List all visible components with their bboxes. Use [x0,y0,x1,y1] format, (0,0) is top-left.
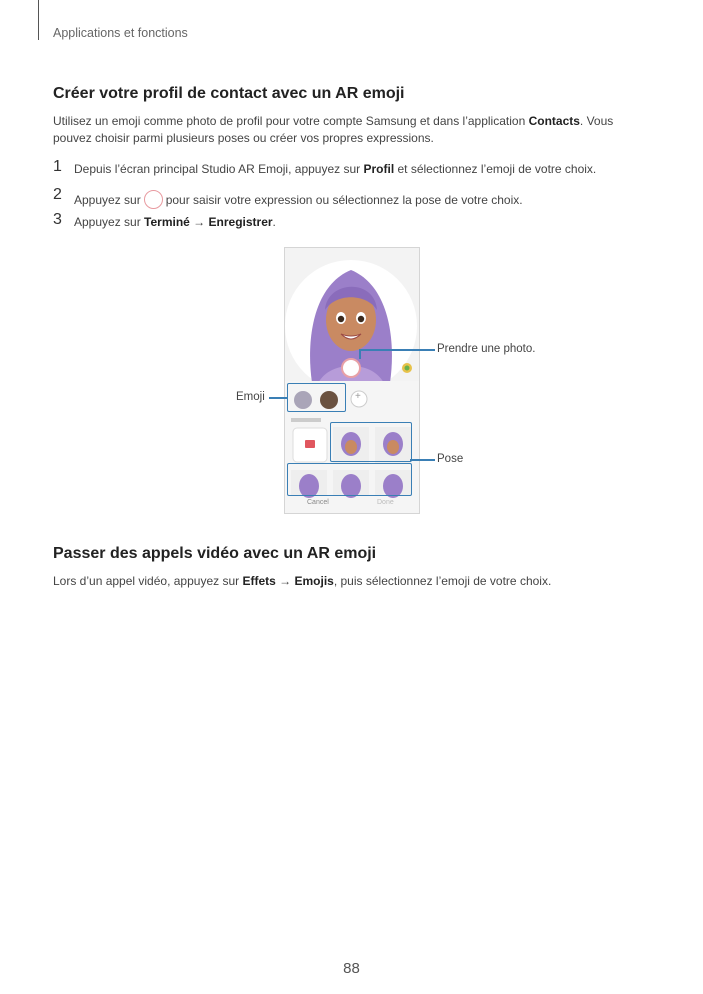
callout-line-pose [410,459,435,461]
done-button[interactable]: Done [377,499,394,506]
callout-line-emoji [269,397,287,399]
callout-pose: Pose [437,453,464,465]
page-number: 88 [343,960,360,977]
pose-highlight-box-top [330,422,412,462]
cancel-button[interactable]: Cancel [307,499,329,506]
video-text: Lors d’un appel vidéo, appuyez sur Effets → Emojis, puis sélectionnez l’emoji de votre choix. [53,574,552,588]
callout-line-photo [359,349,435,351]
callout-emoji: Emoji [236,391,265,403]
contacts-link: Contacts [528,114,580,128]
emoji-highlight-box [287,383,346,412]
callout-photo: Prendre une photo. [437,343,536,355]
heading-profile: Créer votre profil de contact avec un AR emoji [53,85,405,102]
pose-highlight-box-bottom [287,463,412,496]
heading-video: Passer des appels vidéo avec un AR emoji [53,545,377,562]
profile-intro: Utilisez un emoji comme photo de profil pour votre compte Samsung et dans l’application Contacts. Vous pouvez choisir parmi plusieurs poses ou créer vos propres expressions. [53,114,614,145]
plus-button[interactable]: + [355,391,361,402]
header-rule [38,0,39,40]
capture-circle-icon [144,190,163,209]
capture-button [342,359,360,377]
section-title: Applications et fonctions [53,26,188,40]
